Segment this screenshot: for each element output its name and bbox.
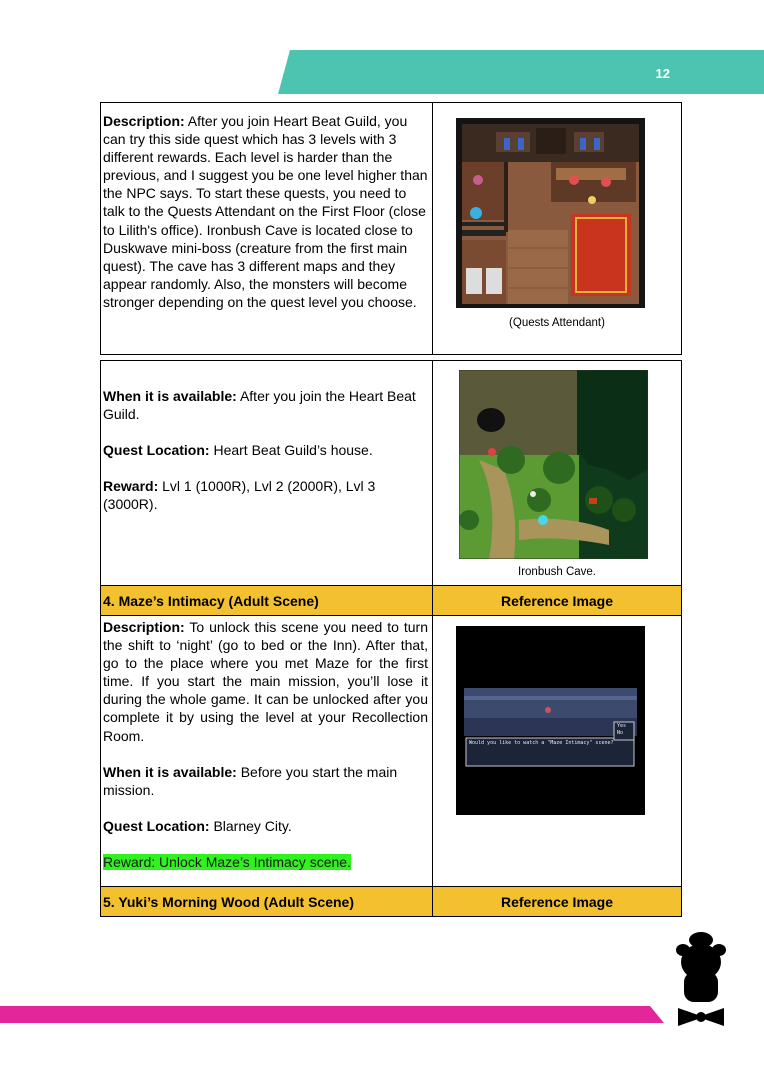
availability-label: When it is available: <box>103 388 237 404</box>
table-row <box>101 103 682 355</box>
quest-table <box>100 102 682 917</box>
ironbush-cave-screenshot <box>459 370 648 559</box>
section-title: 5. Yuki’s Morning Wood (Adult Scene) <box>101 887 433 917</box>
section-header-row <box>101 586 682 616</box>
location-text: Blarney City. <box>209 817 292 834</box>
reference-image-heading: Reference Image <box>433 586 682 616</box>
availability-text: Before you start the main mission. <box>103 763 398 798</box>
dialog-text: Would you like to watch a "Maze Intimacy" scene? <box>469 740 614 746</box>
location-label: Quest Location: <box>103 442 210 459</box>
availability-label: When it is available: <box>103 763 237 780</box>
description-text: To unlock this scene you need to turn the shift to ‘night’ (go to bed or the Inn). After that, go to the place where you met Maze for the first time. If you start the main mission, you’ll lose it during the whole game. It can be unlocked after you complete it by using the level at your Recollection Room. <box>103 619 428 744</box>
description-label: Description: <box>103 113 185 129</box>
location-text: Heart Beat Guild’s house. <box>209 442 373 459</box>
location-label: Quest Location: <box>103 817 210 834</box>
mascot-silhouette-icon <box>670 928 732 1028</box>
description-cell <box>101 103 433 355</box>
cave-map-image <box>459 370 648 559</box>
guild-interior-image <box>456 118 645 308</box>
description-text: After you join Heart Beat Guild, you can try this side quest which has 3 levels with 3 different rewards. Each level is harder than the previous, and I suggest you be one level higher than the NPC says. To start these quests, you need to talk to the Quests Attendant on the First Floor (close to Lilith's office). Ironbush Cave is located close to Duskwave mini-boss (creature from the first main quest). The cave has 3 different maps and they appear randomly. Also, the monsters will become stronger depending on the quest level you choose. <box>103 113 428 310</box>
description-cell <box>101 616 433 887</box>
reward-text: Lvl 1 (1000R), Lvl 2 (2000R), Lvl 3 (3000R). <box>103 478 376 513</box>
table-row <box>101 361 682 586</box>
footer-bar <box>0 1006 664 1023</box>
night-scene-image <box>456 626 645 815</box>
table-row <box>101 616 682 887</box>
maze-scene-screenshot <box>456 626 645 815</box>
image-cell <box>433 616 682 887</box>
section-title: 4. Maze’s Intimacy (Adult Scene) <box>101 586 433 616</box>
choice-no: No <box>617 730 624 736</box>
section-header-row <box>101 887 682 917</box>
reward-highlight: Reward: Unlock Maze’s Intimacy scene. <box>103 853 351 870</box>
image-cell <box>433 103 682 355</box>
availability-text: After you join the Heart Beat Guild. <box>103 388 416 423</box>
image-cell <box>433 361 682 586</box>
header-banner <box>278 50 764 94</box>
page-number: 12 <box>655 66 670 81</box>
reward-label: Reward: <box>103 478 159 495</box>
quests-attendant-screenshot <box>456 118 645 308</box>
image-caption: (Quests Attendant) <box>509 317 605 329</box>
reference-image-heading: Reference Image <box>433 887 682 917</box>
image-caption: Ironbush Cave. <box>518 566 596 578</box>
description-label: Description: <box>103 619 185 635</box>
dialog-choices <box>617 723 626 737</box>
choice-yes: Yes <box>617 723 627 729</box>
details-cell <box>101 361 433 586</box>
